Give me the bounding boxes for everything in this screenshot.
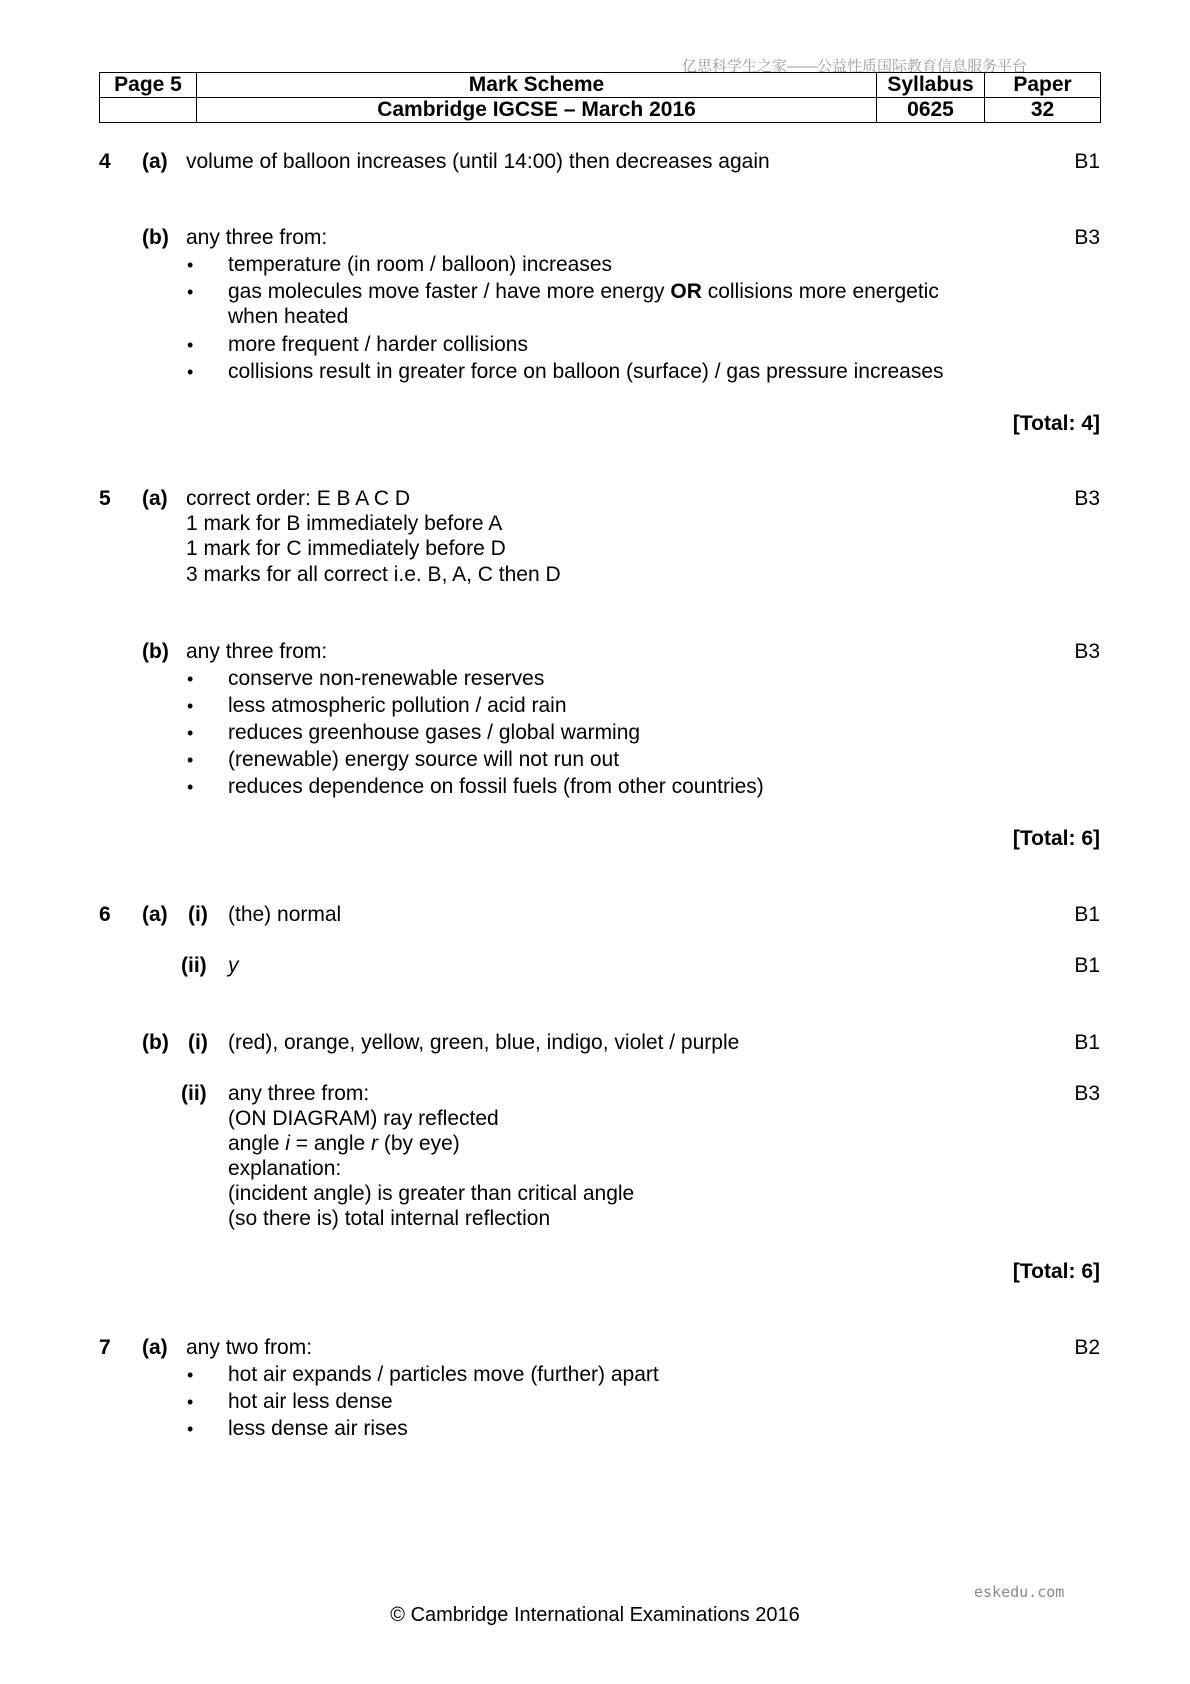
- mark: B1: [1074, 954, 1100, 977]
- watermark-site: eskedu.com: [974, 1583, 1065, 1601]
- syllabus-value: 0625: [877, 98, 985, 123]
- answer-text: 1 mark for B immediately before A: [186, 512, 503, 535]
- bullet-item: • conserve non-renewable reserves: [187, 666, 193, 692]
- mark: B1: [1074, 150, 1100, 173]
- question-number: 6: [99, 903, 111, 926]
- bullet-item: • more frequent / harder collisions: [187, 332, 193, 358]
- mark: B3: [1074, 226, 1100, 249]
- bullet-item: • reduces dependence on fossil fuels (from other countries): [187, 774, 193, 800]
- subpart-label: (i): [188, 903, 208, 926]
- bullet-item: • temperature (in room / balloon) increases: [187, 252, 193, 278]
- question-number: 7: [99, 1336, 111, 1359]
- watermark-text: 亿思科学生之家——公益性质国际教育信息服务平台: [682, 58, 1028, 75]
- answer-intro: any two from:: [186, 1336, 313, 1359]
- mark: B3: [1074, 487, 1100, 510]
- footer-copyright: © Cambridge International Examinations 2016: [390, 1604, 800, 1626]
- syllabus-label: Syllabus: [877, 73, 985, 98]
- subpart-label: (ii): [181, 1082, 207, 1105]
- answer-text: angle i = angle r (by eye): [228, 1132, 460, 1155]
- answer-intro: any three from:: [186, 226, 328, 249]
- answer-text: any three from:: [228, 1082, 370, 1105]
- answer-text: correct order: E B A C D: [186, 487, 411, 510]
- bullet-item: • collisions result in greater force on balloon (surface) / gas pressure increases: [187, 359, 193, 385]
- part-label: (b): [142, 1031, 169, 1054]
- answer-text: (ON DIAGRAM) ray reflected: [228, 1107, 499, 1130]
- answer-text: 1 mark for C immediately before D: [186, 537, 506, 560]
- part-label: (b): [142, 640, 169, 663]
- header-table: [99, 72, 1101, 123]
- subpart-label: (i): [188, 1031, 208, 1054]
- mark: B2: [1074, 1336, 1100, 1359]
- header-subtitle: Cambridge IGCSE – March 2016: [197, 98, 877, 123]
- answer-text: (incident angle) is greater than critical angle: [228, 1182, 635, 1205]
- mark: B3: [1074, 640, 1100, 663]
- mark: B1: [1074, 1031, 1100, 1054]
- header-title: Mark Scheme: [197, 73, 877, 98]
- mark: B1: [1074, 903, 1100, 926]
- answer-text: y: [228, 954, 239, 977]
- bullet-item: • less atmospheric pollution / acid rain: [187, 693, 193, 719]
- question-total: [Total: 6]: [1012, 1260, 1100, 1283]
- part-label: (b): [142, 226, 169, 249]
- question-total: [Total: 4]: [1012, 412, 1100, 435]
- question-number: 4: [99, 150, 111, 173]
- part-label: (a): [142, 150, 168, 173]
- answer-text: 3 marks for all correct i.e. B, A, C then D: [186, 563, 561, 586]
- part-label: (a): [142, 1336, 168, 1359]
- bullet-item: • gas molecules move faster / have more energy OR collisions more energetic: [187, 279, 193, 305]
- bullet-item: • (renewable) energy source will not run out: [187, 747, 193, 773]
- answer-text: explanation:: [228, 1157, 342, 1180]
- header-empty-cell: [100, 98, 197, 123]
- paper-value: 32: [985, 98, 1101, 123]
- paper-label: Paper: [985, 73, 1101, 98]
- bullet-continuation: when heated: [228, 305, 349, 328]
- mark: B3: [1074, 1082, 1100, 1105]
- answer-text: (red), orange, yellow, green, blue, indigo, violet / purple: [228, 1031, 740, 1054]
- question-total: [Total: 6]: [1012, 827, 1100, 850]
- part-label: (a): [142, 903, 168, 926]
- page-label: Page 5: [100, 73, 197, 98]
- bullet-item: • hot air expands / particles move (further) apart: [187, 1362, 193, 1388]
- answer-text: volume of balloon increases (until 14:00) then decreases again: [186, 150, 770, 173]
- bullet-item: • hot air less dense: [187, 1389, 193, 1415]
- bullet-item: • less dense air rises: [187, 1416, 193, 1442]
- answer-intro: any three from:: [186, 640, 328, 663]
- subpart-label: (ii): [181, 954, 207, 977]
- answer-text: (so there is) total internal reflection: [228, 1207, 551, 1230]
- question-number: 5: [99, 487, 111, 510]
- part-label: (a): [142, 487, 168, 510]
- answer-text: (the) normal: [228, 903, 342, 926]
- bullet-item: • reduces greenhouse gases / global warming: [187, 720, 193, 746]
